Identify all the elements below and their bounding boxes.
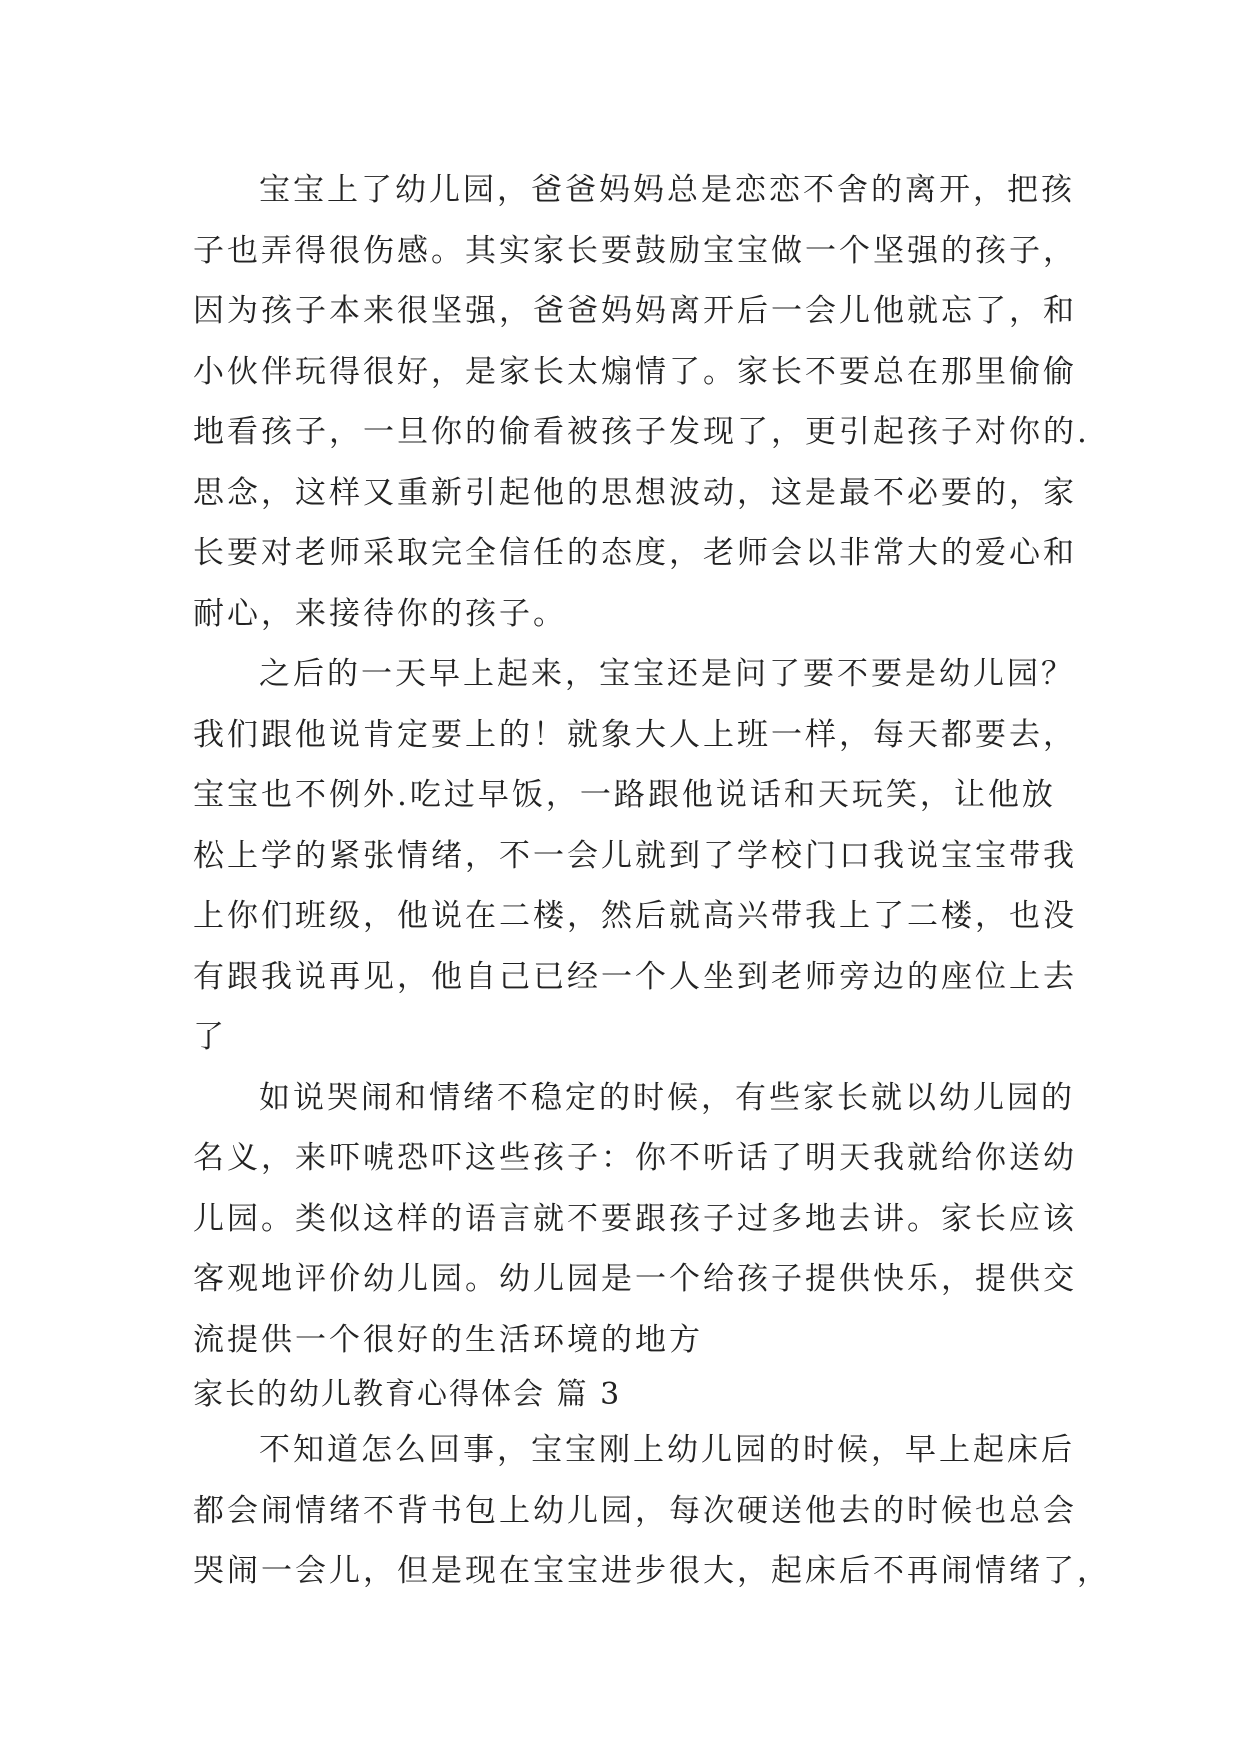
text-line: 宝宝上了幼儿园，爸爸妈妈总是恋恋不舍的离开，把孩 — [259, 172, 1075, 208]
text-line: 我们跟他说肯定要上的！就象大人上班一样，每天都要去， — [193, 716, 1077, 753]
text-line: 名义，来吓唬恐吓这些孩子：你不听话了明天我就给你送幼 — [193, 1140, 1077, 1176]
text-line: 地看孩子，一旦你的偷看被孩子发现了，更引起孩子对你的. — [193, 414, 1090, 450]
text-line: 思念，这样又重新引起他的思想波动，这是最不必要的，家 — [193, 474, 1077, 511]
text-line: 不知道怎么回事，宝宝刚上幼儿园的时候，早上起床后 — [259, 1432, 1075, 1468]
document-body — [193, 160, 1111, 1602]
text-line: 儿园。类似这样的语言就不要跟孩子过多地去讲。家长应该 — [193, 1200, 1077, 1237]
text-line: 哭闹一会儿，但是现在宝宝进步很大，起床后不再闹情绪了， — [193, 1553, 1111, 1589]
text-line: 了 — [193, 1019, 227, 1055]
text-line: 小伙伴玩得很好，是家长太煽情了。家长不要总在那里偷偷 — [193, 353, 1077, 390]
text-line: 因为孩子本来很坚强，爸爸妈妈离开后一会儿他就忘了，和 — [193, 293, 1077, 329]
text-line: 上你们班级，他说在二楼，然后就高兴带我上了二楼，也没 — [193, 898, 1077, 934]
section-heading: 家长的幼儿教育心得体会 篇 3 — [193, 1377, 622, 1412]
text-line: 客观地评价幼儿园。幼儿园是一个给孩子提供快乐，提供交 — [193, 1261, 1077, 1297]
text-line: 宝宝也不例外.吃过早饭，一路跟他说话和天玩笑，让他放 — [193, 777, 1056, 813]
paragraph — [193, 644, 1077, 1068]
paragraph — [193, 160, 1090, 644]
text-line: 流提供一个很好的生活环境的地方 — [193, 1321, 703, 1358]
text-line: 松上学的紧张情绪，不一会儿就到了学校门口我说宝宝带我 — [193, 837, 1077, 874]
paragraph — [193, 1420, 1111, 1602]
text-line: 长要对老师采取完全信任的态度，老师会以非常大的爱心和 — [193, 535, 1077, 571]
text-line: 之后的一天早上起来，宝宝还是问了要不要是幼儿园？ — [259, 656, 1075, 692]
text-line: 耐心，来接待你的孩子。 — [193, 595, 567, 632]
text-line: 有跟我说再见，他自己已经一个人坐到老师旁边的座位上去 — [193, 958, 1077, 995]
text-line: 子也弄得很伤感。其实家长要鼓励宝宝做一个坚强的孩子， — [193, 232, 1077, 269]
paragraph — [193, 1068, 1077, 1371]
text-line: 如说哭闹和情绪不稳定的时候，有些家长就以幼儿园的 — [259, 1079, 1075, 1116]
text-line: 都会闹情绪不背书包上幼儿园，每次硬送他去的时候也总会 — [193, 1492, 1077, 1529]
